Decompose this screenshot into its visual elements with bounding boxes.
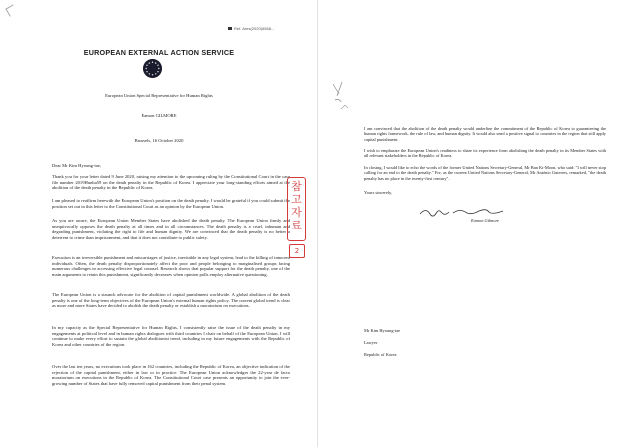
reference-stamp: 참고자료 <box>287 177 306 241</box>
paragraph-5: The European Union is a staunch advocate for the abolition of capital punishment worldwide. A global abolition of the death penalty is one of the long-term objectives of the European Union's external human rights policy. The current global trend is clear as more and more States have decided to abolish the death penalty or establish a moratorium on executions. <box>52 292 290 309</box>
recipient-title: Lawyer <box>364 340 378 345</box>
paragraph-3: As you are aware, the European Union Member States have abolished the death penalty. The European Union firmly and unequivocally opposes the death penalty at all times and in all circumstances. The death penalty is a cruel, inhuman and degrading punishment, violating the right to life and human dignity. We are convinced that the death penalty is no better a deterrent to crime than imprisonment, and that it does not contribute to public safety. <box>52 218 290 240</box>
recipient-country: Republic of Korea <box>364 352 397 357</box>
corner-mark <box>5 4 17 16</box>
paragraph-8: I am convinced that the abolition of the death penalty would underline the commitment of the Republic of Korea to guaranteeing the human rights framework, the rule of law, and human dignity. It would also send a positive signal to countries in the region that still apply capital punishment. <box>364 126 606 142</box>
sender-title: European Union Special Representative for Human Rights <box>105 93 213 98</box>
recipient-name: Mr Kim Hyoung-tae <box>364 328 401 333</box>
paragraph-2: I am pleased to reaffirm herewith the European Union's position on the death penalty. I would be grateful if you could submit the position set out in this letter to the Constitutional Court as an opinion by the European Union. <box>52 198 290 209</box>
paragraph-4: Execution is an irreversible punishment and miscarriages of justice, inevitable in any legal system, lead to the killing of innocent individuals. Often, the death penalty disproportionately affect the poor and people belonging to marginalised groups facing numerous challenges in accessing effective legal counsel. Research shows that popular support for the death penalty, one of the main arguments to retain this punishment, significantly decreases when opinion polls employ alternative questioning. <box>52 255 290 277</box>
paragraph-10: In closing, I would like to echo the words of the former United Nations Secretary-General, Mr Ban Ki-Moon, who said: "I will never stop calling for an end to the death penalty." For, as the current United Nations Secretary-General, Mr António Guterres, remarked, "the death penalty has no place in the twenty-first century". <box>364 165 606 181</box>
paragraph-7: Over the last ten years, no executions took place in 162 countries, including the Republic of Korea, an objective indication of the rejection of the capital punishment, either in law or in practice. The European Union acknowledges the 22-year de facto moratorium on executions in the Republic of Korea. The Constitutional Court case presents an opportunity to join the ever-growing number of States that have fully removed capital punishment from their penal system. <box>52 364 290 386</box>
signer-name: Eamon Gilmore <box>470 218 499 223</box>
sender-name: Eamon GILMORE <box>141 113 177 118</box>
letter-page-1 <box>0 0 318 447</box>
letter-page-2 <box>318 0 640 447</box>
salutation: Dear Mr Kim Hyoung-tae, <box>52 163 101 168</box>
pen-tick <box>340 103 350 111</box>
organization-heading: EUROPEAN EXTERNAL ACTION SERVICE <box>83 48 235 57</box>
paragraph-9: I wish to emphasize the European Union's readiness to share its experience from abolishing the death penalty in its Member States with all relevant stakeholders in the Republic of Korea. <box>364 148 606 159</box>
eu-stars-logo <box>143 59 162 78</box>
paragraph-6: In my capacity as the Special Representative for Human Rights, I consistently raise the issue of the death penalty in my engagements at political level and in human rights dialogues with third countries I chair on behalf of the European Union. I will continue to make every effort to sustain the global abolitionist trend, including in my future engagements with the Republic of Korea and other countries of the region. <box>52 325 290 347</box>
fax-header: Ref. Ares(2020)5568... <box>228 26 274 31</box>
reference-stamp-number: 2 <box>289 244 305 258</box>
closing: Yours sincerely, <box>364 190 393 195</box>
letter-date: Brussels, 16 October 2020 <box>134 138 184 143</box>
paragraph-1: Thank you for your letter dated 9 June 2020, raising my attention to the upcoming ruling by the Constitutional Court in the case file number 2019Hunba59 on the death penalty in the Republic of Korea. I appreciate your long-standing efforts aimed at the abolition of the death penalty in the Republic of Korea. <box>52 174 290 191</box>
